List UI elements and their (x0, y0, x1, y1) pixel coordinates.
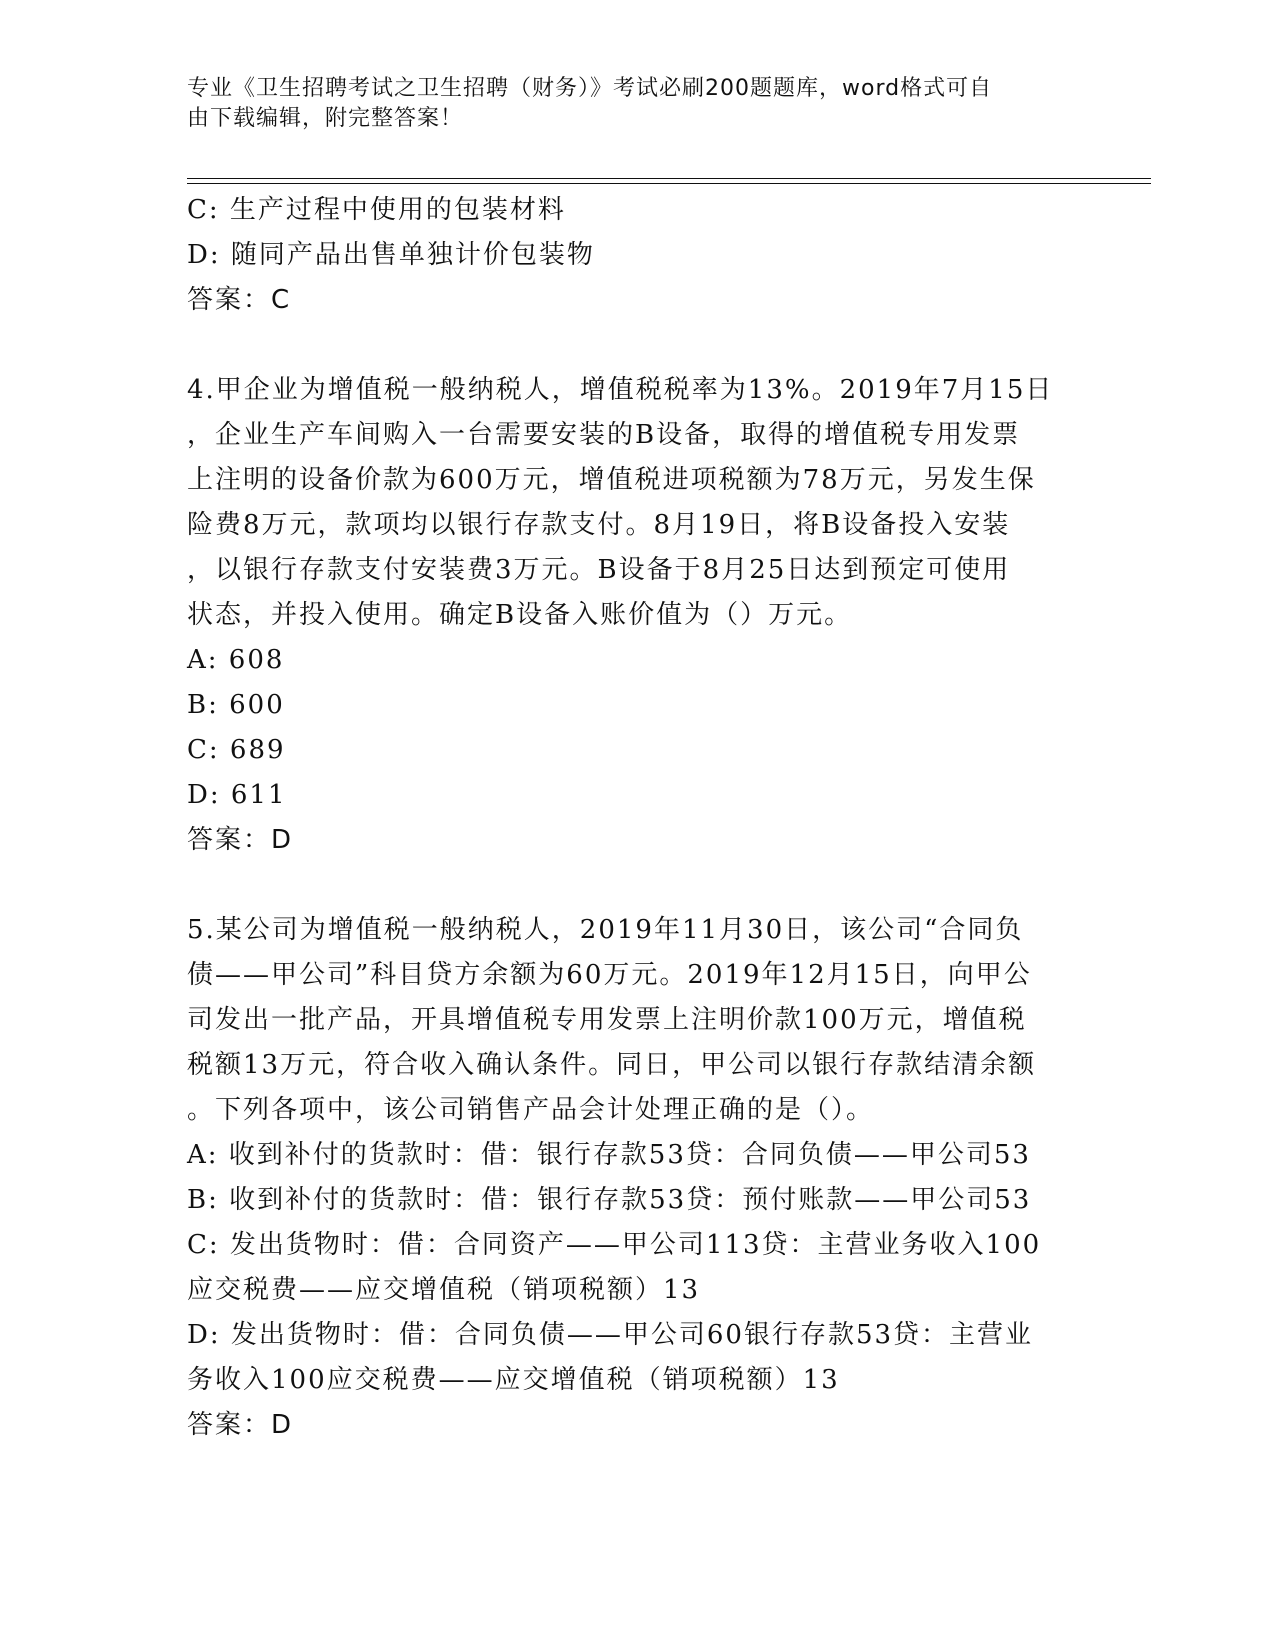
option-c-continued: 应交税费——应交增值税（销项税额）13 (187, 1275, 701, 1305)
option-d-continued: 务收入100应交税费——应交增值税（销项税额）13 (187, 1365, 840, 1395)
spacer (187, 323, 1087, 368)
header-line-1: 专业《卫生招聘考试之卫生招聘（财务）》考试必刷200题题库，word格式可自 (187, 76, 993, 101)
question-stem-line: ，以银行存款支付安装费3万元。B设备于8月25日达到预定可使用 (187, 555, 1011, 585)
header-divider-bottom (187, 183, 1151, 184)
question-4 (187, 368, 1087, 863)
option-d: D: 611 (187, 780, 287, 810)
question-stem-line: 4.甲企业为增值税一般纳税人，增值税税率为13%。2019年7月15日 (187, 375, 1054, 405)
answer-label: 答案：C (187, 285, 292, 315)
header-line-2: 由下载编辑，附完整答案！ (187, 106, 464, 131)
option-a: A: 608 (187, 645, 285, 675)
question-stem-line: 状态，并投入使用。确定B设备入账价值为（）万元。 (187, 600, 853, 630)
question-stem-line: 债——甲公司”科目贷方余额为60万元。2019年12月15日，向甲公 (187, 960, 1032, 990)
header-divider-top (187, 178, 1151, 179)
option-b: B: 收到补付的货款时：借：银行存款53贷：预付账款——甲公司53 (187, 1185, 1032, 1215)
question-stem-line: 。下列各项中，该公司销售产品会计处理正确的是（）。 (187, 1095, 875, 1125)
document-header (187, 74, 1067, 134)
question-stem-line: 险费8万元，款项均以银行存款支付。8月19日，将B设备投入安装 (187, 510, 1011, 540)
option-c: C: 689 (187, 735, 286, 765)
question-3-tail (187, 188, 1087, 323)
spacer (187, 863, 1087, 908)
answer-label: 答案：D (187, 825, 294, 855)
question-stem-line: 上注明的设备价款为600万元，增值税进项税额为78万元，另发生保 (187, 465, 1036, 495)
option-d: D: 发出货物时：借：合同负债——甲公司60银行存款53贷：主营业 (187, 1320, 1034, 1350)
option-a: A: 收到补付的货款时：借：银行存款53贷：合同负债——甲公司53 (187, 1140, 1031, 1170)
question-stem-line: ，企业生产车间购入一台需要安装的B设备，取得的增值税专用发票 (187, 420, 1021, 450)
option-d: D: 随同产品出售单独计价包装物 (187, 240, 595, 270)
question-5 (187, 908, 1087, 1448)
question-content (187, 188, 1087, 1448)
option-c: C: 生产过程中使用的包装材料 (187, 195, 566, 225)
question-stem-line: 司发出一批产品，开具增值税专用发票上注明价款100万元，增值税 (187, 1005, 1027, 1035)
answer-label: 答案：D (187, 1410, 294, 1440)
question-stem-line: 税额13万元，符合收入确认条件。同日，甲公司以银行存款结清余额 (187, 1050, 1037, 1080)
option-c: C: 发出货物时：借：合同资产——甲公司113贷：主营业务收入100 (187, 1230, 1042, 1260)
question-stem-line: 5.某公司为增值税一般纳税人，2019年11月30日，该公司“合同负 (187, 915, 1024, 945)
option-b: B: 600 (187, 690, 285, 720)
